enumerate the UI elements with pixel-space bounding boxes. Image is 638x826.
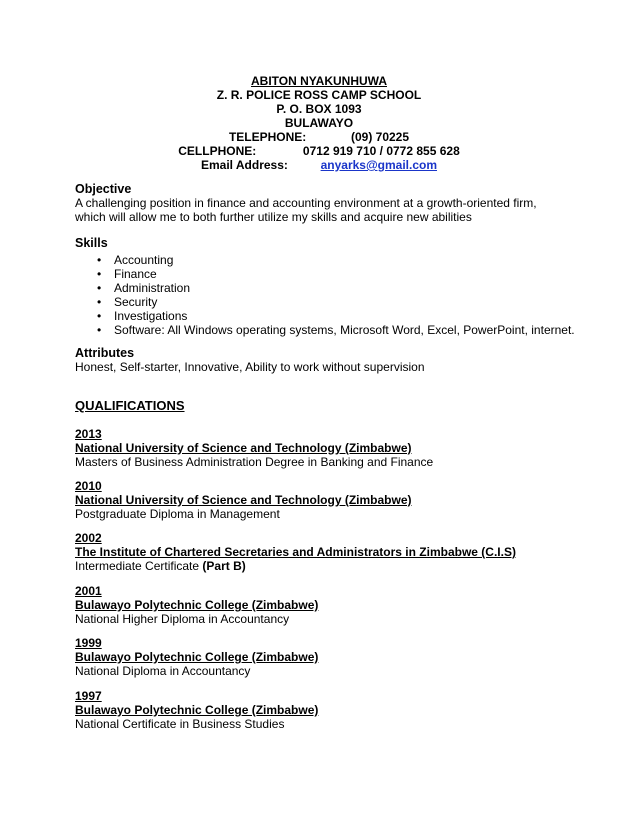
bullet-icon: •	[97, 281, 102, 295]
bullet-icon: •	[97, 295, 102, 309]
address-line-1: Z. R. POLICE ROSS CAMP SCHOOL	[216, 88, 422, 102]
qualification-award: National Higher Diploma in Accountancy	[75, 612, 290, 626]
skills-title: Skills	[75, 236, 108, 250]
list-item: • Software: All Windows operating systems, Microsoft Word, Excel, PowerPoint, internet.	[97, 323, 575, 337]
email-row	[0, 158, 638, 172]
qualification-entry	[75, 689, 575, 731]
qualification-year: 1999	[75, 636, 102, 650]
qualification-entry	[75, 531, 575, 573]
qualification-institution: National University of Science and Technology (Zimbabwe)	[75, 441, 412, 455]
qualification-year: 2013	[75, 427, 102, 441]
email-label: Email Address:	[200, 158, 288, 172]
attributes-title: Attributes	[75, 346, 135, 360]
list-item: • Investigations	[97, 309, 188, 323]
list-item: • Finance	[97, 267, 157, 281]
cellphone-row	[0, 144, 638, 158]
qualification-institution: Bulawayo Polytechnic College (Zimbabwe)	[75, 703, 319, 717]
address-line-2: P. O. BOX 1093	[276, 102, 362, 116]
qualification-entry	[75, 479, 575, 521]
objective-text: A challenging position in finance and accounting environment at a growth-oriented firm, which will allow me to both further utilize my skills and acquire new abilities	[75, 196, 537, 224]
qualification-entry	[75, 584, 575, 626]
address-line-3: BULAWAYO	[284, 116, 354, 130]
telephone-label: TELEPHONE:	[228, 130, 307, 144]
qualification-institution: National University of Science and Technology (Zimbabwe)	[75, 493, 412, 507]
email-link[interactable]: anyarks@gmail.com	[320, 158, 438, 172]
list-item: • Security	[97, 295, 158, 309]
attributes-text: Honest, Self-starter, Innovative, Ability to work without supervision	[75, 360, 425, 374]
objective-section	[75, 182, 565, 224]
contact-header	[0, 74, 638, 172]
qualifications-heading	[75, 399, 565, 413]
objective-title: Objective	[75, 182, 132, 196]
bullet-icon: •	[97, 267, 102, 281]
qualification-entry	[75, 427, 575, 469]
bullet-icon: •	[97, 323, 102, 337]
telephone-row	[0, 130, 638, 144]
cellphone-label: CELLPHONE:	[178, 144, 257, 158]
qualification-year: 2001	[75, 584, 102, 598]
cellphone-value: 0712 919 710 / 0772 855 628	[302, 144, 460, 158]
bullet-icon: •	[97, 253, 102, 267]
qualification-year: 1997	[75, 689, 102, 703]
skills-list	[75, 253, 575, 337]
list-item: • Accounting	[97, 253, 174, 267]
qualification-institution: The Institute of Chartered Secretaries and Administrators in Zimbabwe (C.I.S)	[75, 545, 516, 559]
qualifications-title: QUALIFICATIONS	[75, 398, 185, 413]
qualification-institution: Bulawayo Polytechnic College (Zimbabwe)	[75, 598, 319, 612]
qualification-institution: Bulawayo Polytechnic College (Zimbabwe)	[75, 650, 319, 664]
qualification-year: 2002	[75, 531, 102, 545]
attributes-section	[75, 346, 565, 374]
applicant-name: ABITON NYAKUNHUWA	[250, 74, 387, 88]
list-item: • Administration	[97, 281, 191, 295]
qualification-award: National Certificate in Business Studies	[75, 717, 285, 731]
qualification-award: Masters of Business Administration Degree in Banking and Finance	[75, 455, 434, 469]
qualification-year: 2010	[75, 479, 102, 493]
qualification-award: National Diploma in Accountancy	[75, 664, 251, 678]
qualification-award: Postgraduate Diploma in Management	[75, 507, 280, 521]
qualification-entry	[75, 636, 575, 678]
telephone-value: (09) 70225	[350, 130, 410, 144]
skills-section	[75, 236, 575, 337]
qualification-award: Intermediate Certificate (Part B)	[75, 559, 246, 573]
bullet-icon: •	[97, 309, 102, 323]
